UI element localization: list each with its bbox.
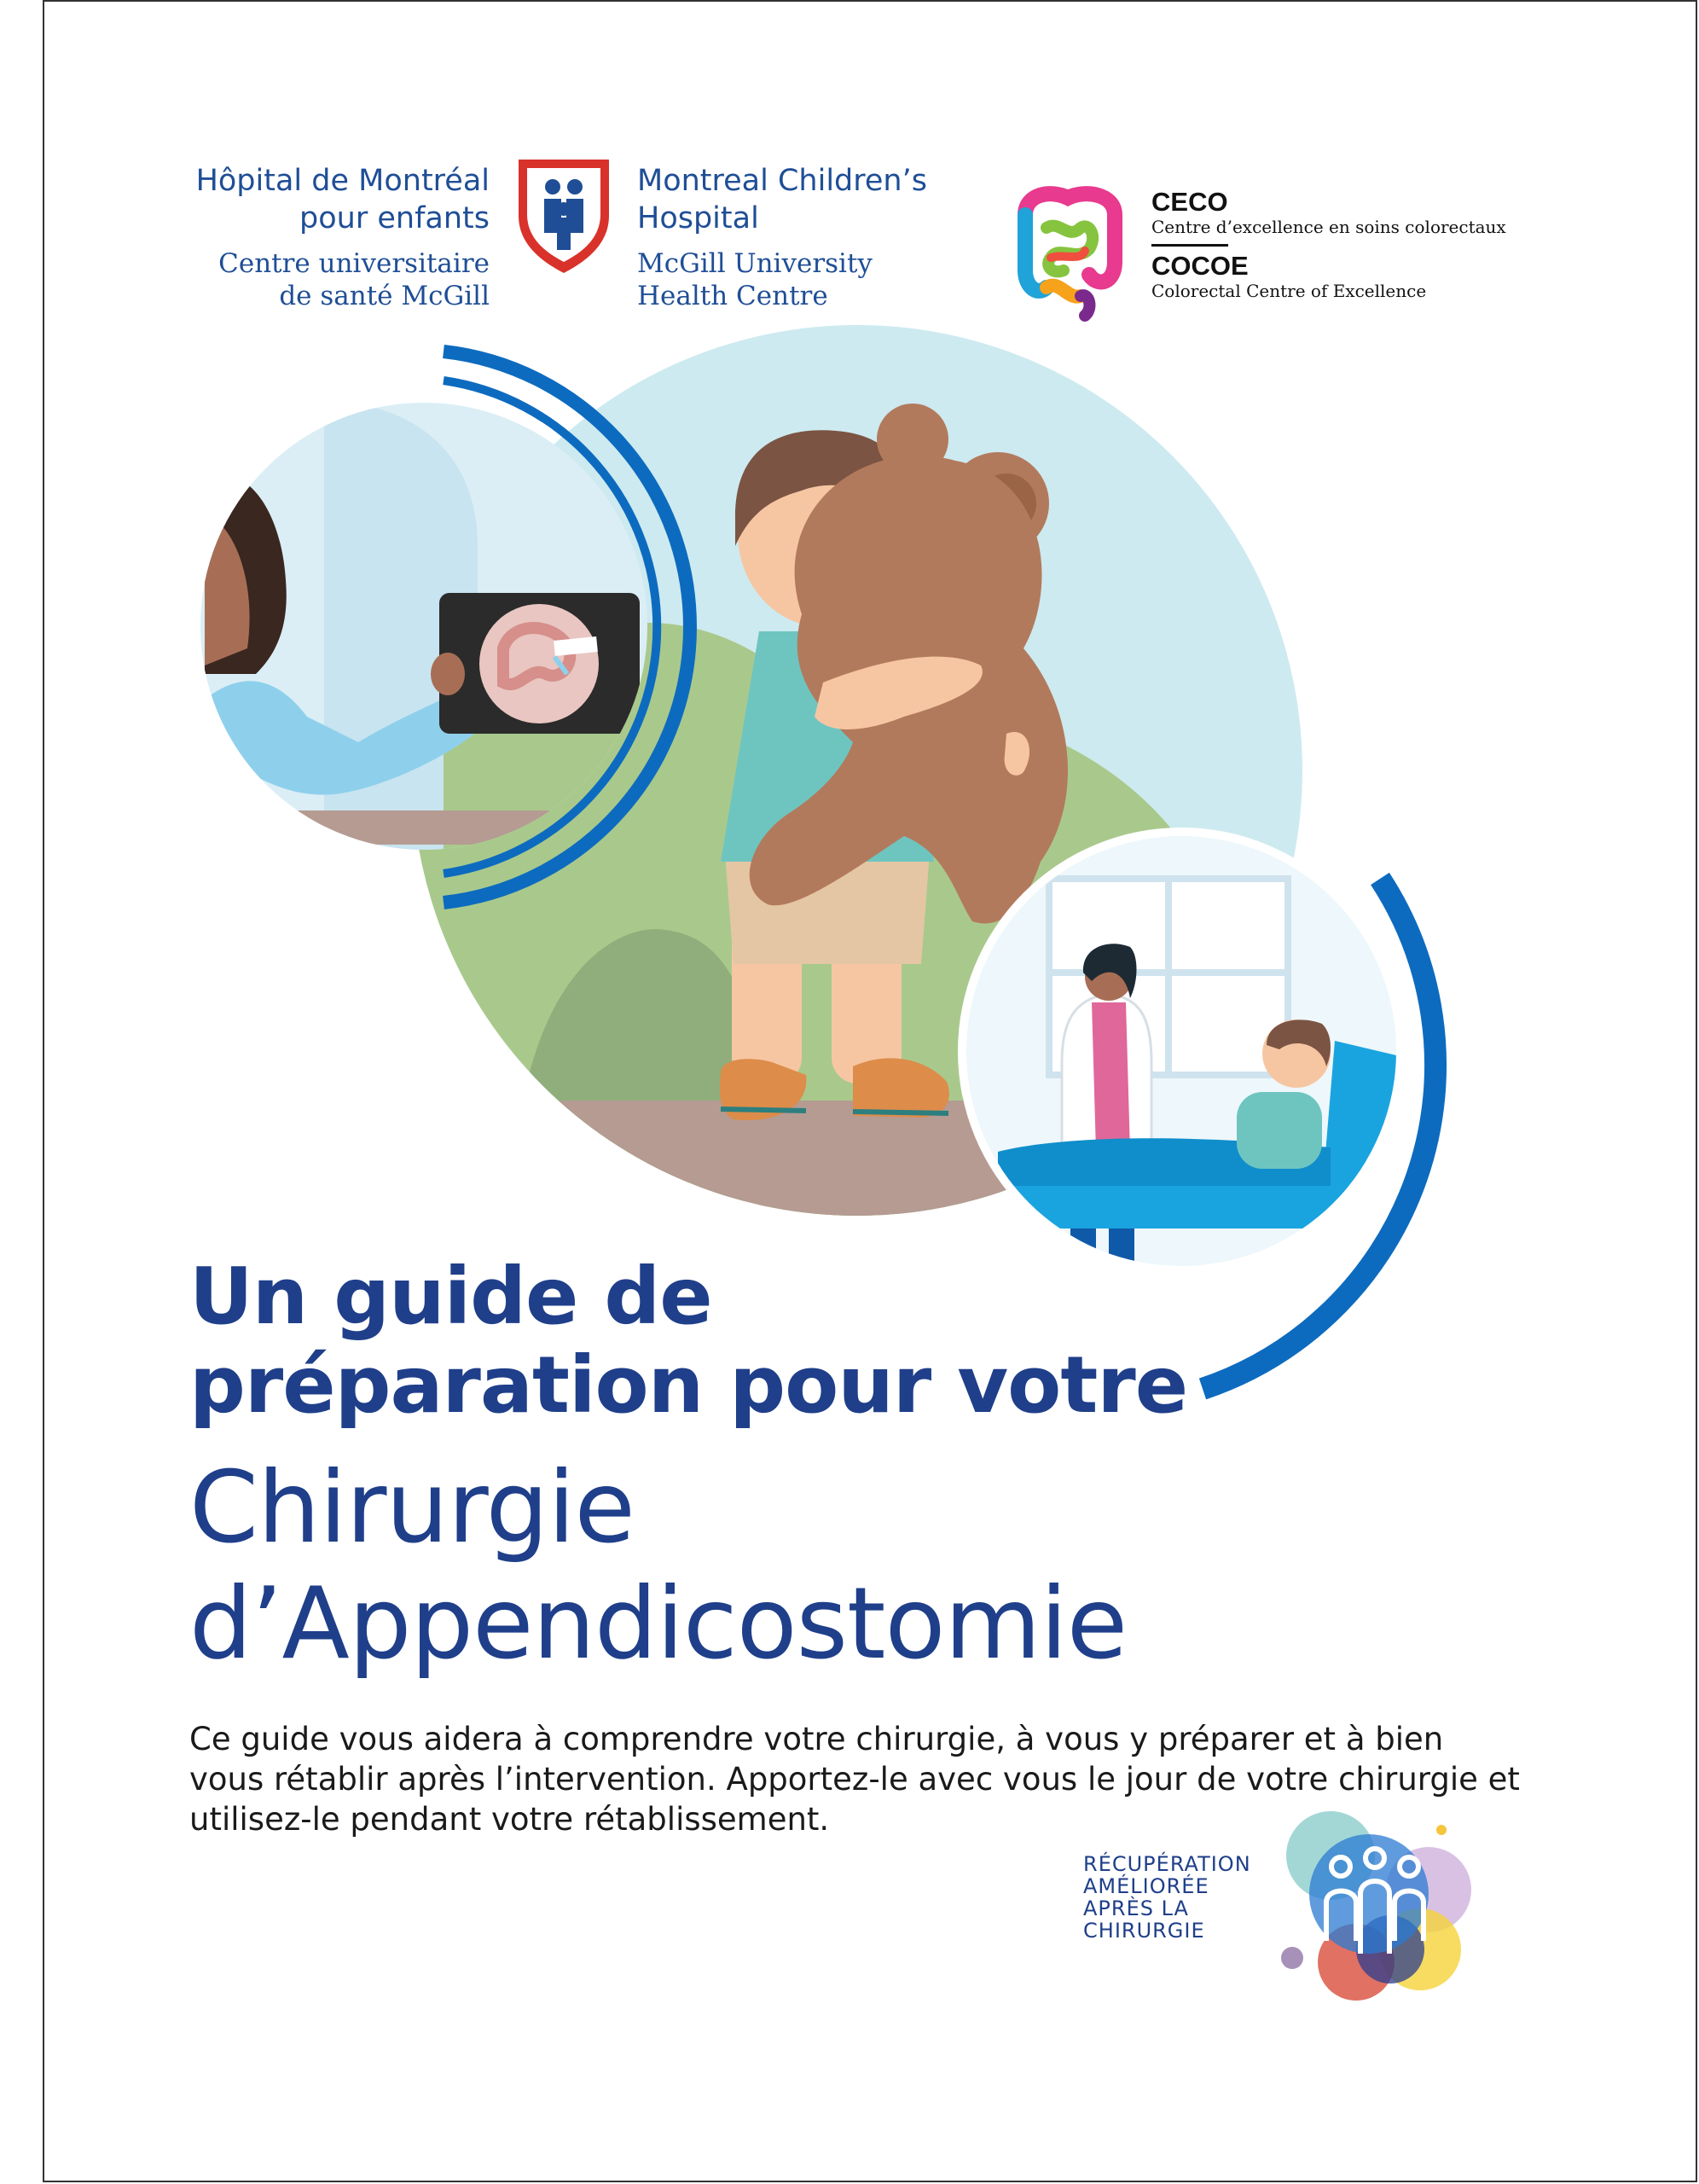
hospital-en-line1: Montreal Children’s [637, 164, 927, 198]
hospital-en-line3: McGill University [637, 248, 873, 279]
title-line-1: Un guide de [189, 1251, 712, 1342]
raac-line2-rest: MÉLIORÉE [1098, 1874, 1209, 1898]
hospital-fr-line1: Hôpital de Montréal [195, 164, 490, 198]
raac-wordmark [1083, 1853, 1251, 1942]
cocoe-full-name: Colorectal Centre of Excellence [1151, 281, 1427, 301]
hospital-fr-line4: de santé McGill [279, 281, 490, 311]
raac-family-logo-icon [1275, 1809, 1480, 2005]
title-line-2: préparation pour votre [189, 1339, 1188, 1431]
raac-line3-rest: PRÈS LA [1098, 1896, 1189, 1920]
raac-line4-cap: C [1083, 1919, 1099, 1943]
hospital-en-line2: Hospital [637, 201, 759, 235]
title-line-4: d’Appendicostomie [189, 1566, 1128, 1682]
hospital-fr-line2: pour enfants [299, 201, 490, 235]
raac-line3-cap: A [1083, 1896, 1099, 1920]
page-title-lead [189, 1252, 1187, 1430]
title-line-3: Chirurgie [189, 1450, 635, 1565]
hospital-en-line4: Health Centre [637, 281, 828, 311]
raac-line2-cap: A [1083, 1874, 1099, 1898]
intro-paragraph: Ce guide vous aidera à comprendre votre chirurgie, à vous y préparer et à bien vous rétablir après l’intervention. Apportez-le avec vous le jour de votre chirurgie et utilisez-le pendant votre rétablissement. [189, 1721, 1520, 1838]
ceco-acronym: CECO [1151, 187, 1228, 217]
raac-line1-rest: ÉCUPÉRATION [1098, 1852, 1251, 1876]
raac-line4-rest: HIRURGIE [1098, 1919, 1205, 1943]
raac-line1-cap: R [1083, 1852, 1099, 1876]
page-title-main [189, 1450, 1127, 1682]
hospital-fr-line3: Centre universitaire [218, 248, 490, 279]
cocoe-acronym: COCOE [1151, 251, 1249, 281]
ceco-full-name: Centre d’excellence en soins colorectaux [1151, 217, 1506, 237]
